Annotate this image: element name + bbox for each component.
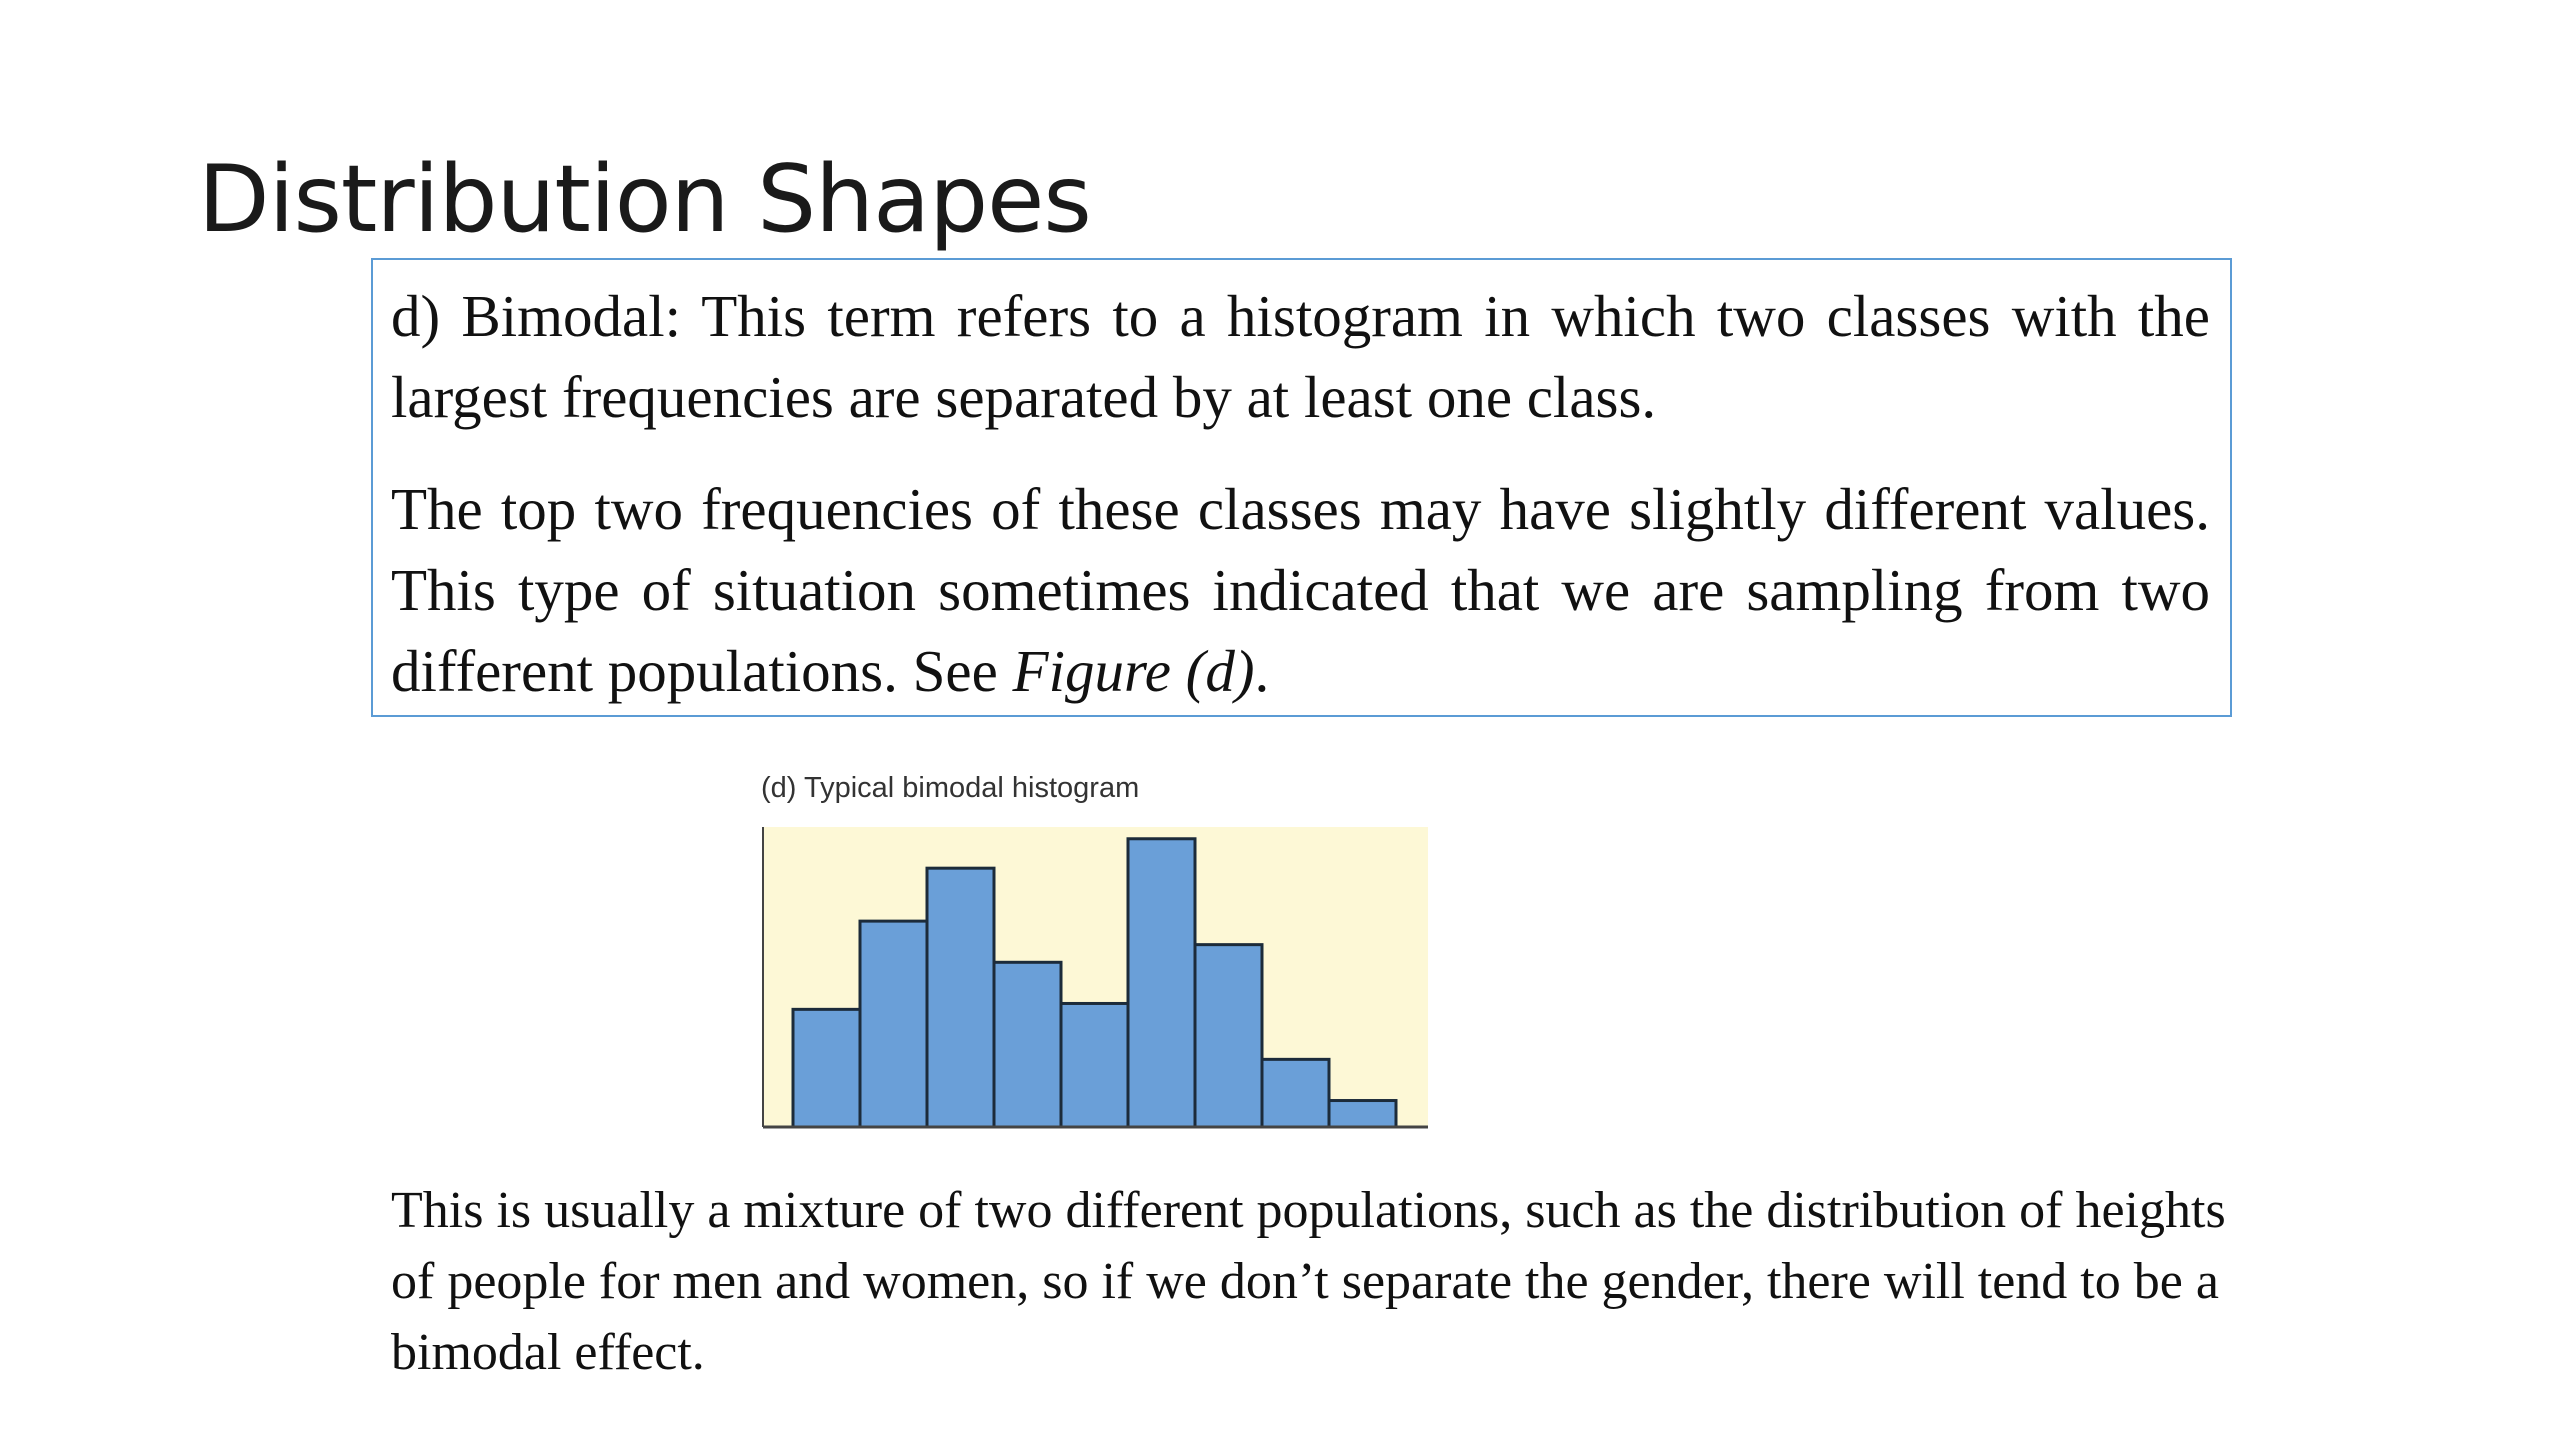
- figure-caption: (d) Typical bimodal histogram: [761, 772, 1140, 804]
- histogram-bar: [927, 868, 994, 1127]
- histogram-figure: [736, 762, 1436, 1172]
- bimodal-histogram-chart: [736, 762, 1436, 1172]
- histogram-bar: [994, 962, 1061, 1127]
- explanation-text: The top two frequencies of these classes may have slightly different values. This type of situation sometimes indicated that we are sampling from two different populations. See: [391, 476, 2210, 704]
- histogram-bar: [860, 921, 927, 1127]
- slide-title: Distribution Shapes: [198, 145, 1091, 253]
- histogram-bar: [1061, 1003, 1128, 1127]
- histogram-bar: [1329, 1101, 1396, 1127]
- explanation-paragraph: [391, 469, 2210, 712]
- definition-paragraph: d) Bimodal: This term refers to a histogram in which two classes with the largest frequencies are separated by at least one class.: [391, 283, 2210, 430]
- figure-reference: Figure (d): [1012, 638, 1255, 704]
- histogram-bar: [1262, 1059, 1329, 1127]
- histogram-bar: [1128, 839, 1195, 1127]
- histogram-bar: [793, 1009, 860, 1127]
- explanation-end: .: [1254, 638, 1270, 704]
- footer-paragraph: This is usually a mixture of two different populations, such as the distribution of heights of people for men and women, so if we don’t separate the gender, there will tend to be a bimodal effect.: [391, 1182, 2226, 1381]
- definition-box: [371, 258, 2232, 717]
- histogram-bar: [1195, 945, 1262, 1127]
